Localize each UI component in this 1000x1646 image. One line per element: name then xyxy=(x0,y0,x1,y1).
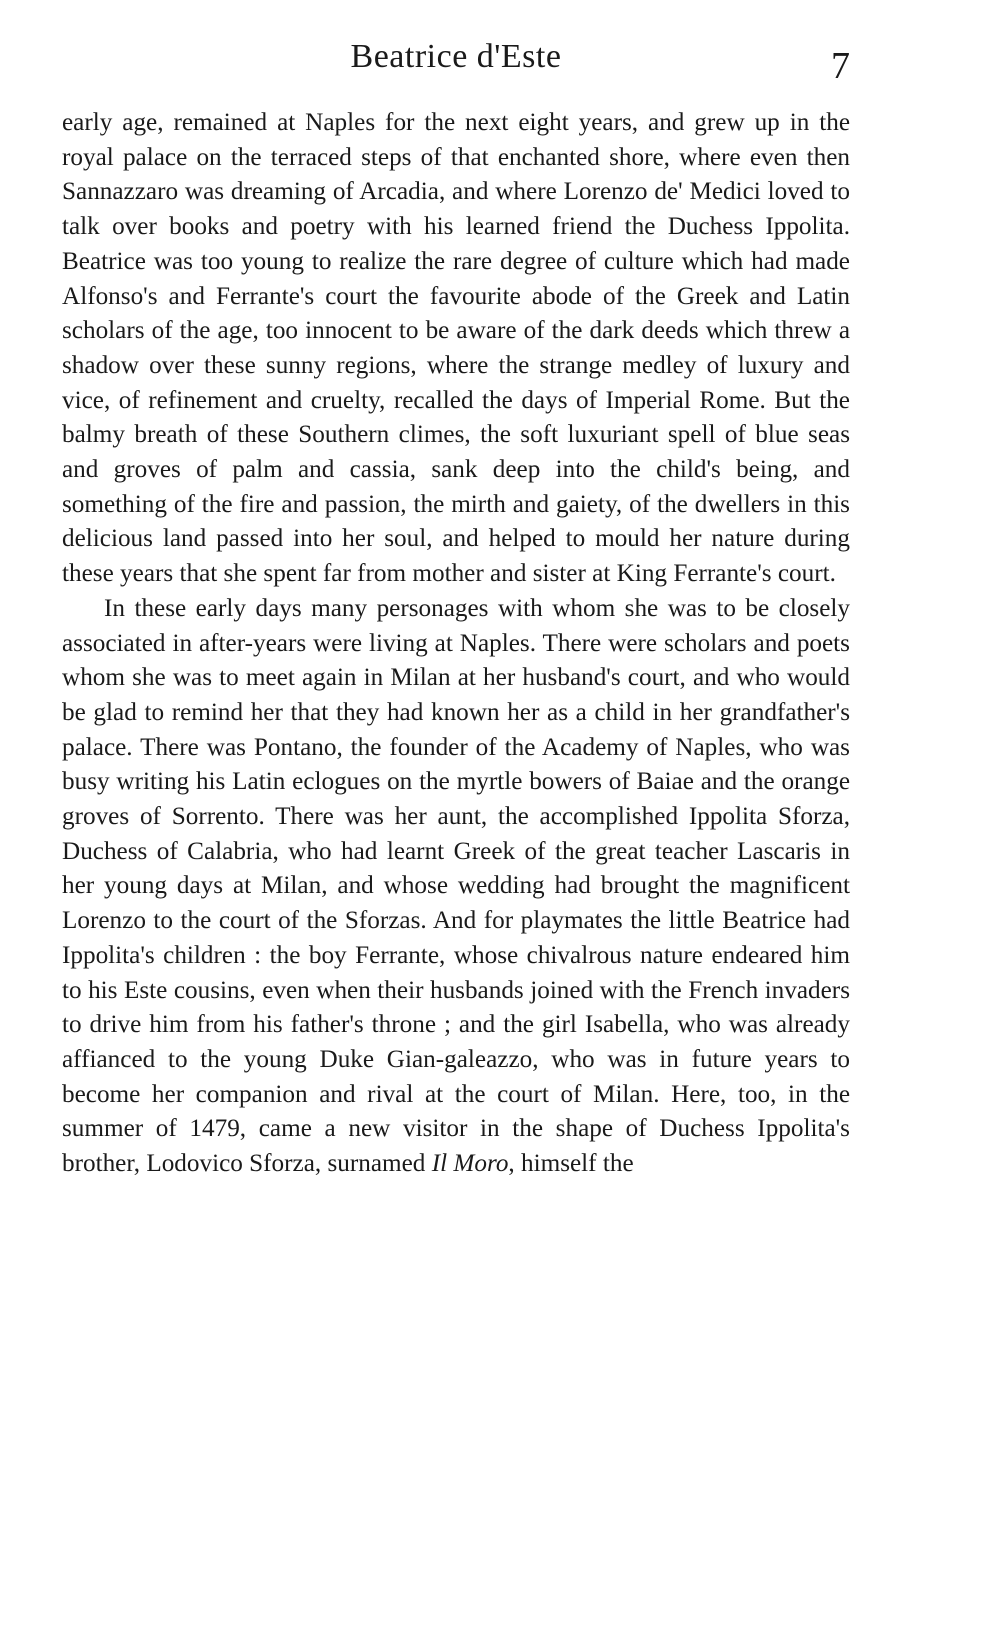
paragraph-2-tail: , himself the xyxy=(508,1150,634,1178)
paragraph-1: early age, remained at Naples for the next eight years, and grew up in the royal palace on the terraced steps of that enchanted shore, where even then Sannazzaro was dreaming of Arcadia, and where Lorenzo de' Medici loved to talk over books and poetry with his learned friend the Duchess Ippolita. Beatrice was too young to realize the rare degree of culture which had made Alfonso's and Ferrante's court the favourite abode of the Greek and Latin scholars of the age, too innocent to be aware of the dark deeds which threw a shadow over these sunny regions, where the strange medley of luxury and vice, of refinement and cruelty, recalled the days of Imperial Rome. But the balmy breath of these Southern climes, the soft luxuriant spell of blue seas and groves of palm and cassia, sank deep into the child's being, and something of the fire and passion, the mirth and gaiety, of the dwellers in this delicious land passed into her soul, and helped to mould her nature during these years that she spent far from mother and sister at King Ferrante's court. xyxy=(62,109,850,588)
running-head xyxy=(62,32,850,87)
page-number: 7 xyxy=(831,45,850,87)
italic-epithet: Il Moro xyxy=(431,1150,509,1178)
running-title: Beatrice d'Este xyxy=(350,38,562,75)
paragraph-2 xyxy=(62,592,850,1182)
paragraph-2-text: In these early days many personages with whom she was to be closely associated in after-years were living at Naples. There were scholars and poets whom she was to meet again in Milan at her husband's court, and who would be glad to remind her that they had known her as a child in her grandfather's palace. There was Pontano, the founder of the Academy of Naples, who was busy writing his Latin eclogues on the myrtle bowers of Baiae and the orange groves of Sorrento. There was her aunt, the accomplished Ippolita Sforza, Duchess of Calabria, who had learnt Greek of the great teacher Lascaris in her young days at Milan, and whose wedding had brought the magnificent Lorenzo to the court of the Sforzas. And for playmates the little Beatrice had Ippolita's children : the boy Ferrante, whose chivalrous nature endeared him to his Este cousins, even when their husbands joined with the French invaders to drive him from his father's throne ; and the girl Isabella, who was already affianced to the young Duke Gian-galeazzo, who was in future years to become her companion and rival at the court of Milan. Here, too, in the summer of 1479, came a new visitor in the shape of Duchess Ippolita's brother, Lodovico Sforza, surnamed xyxy=(62,594,850,1178)
body-text xyxy=(62,106,850,1182)
